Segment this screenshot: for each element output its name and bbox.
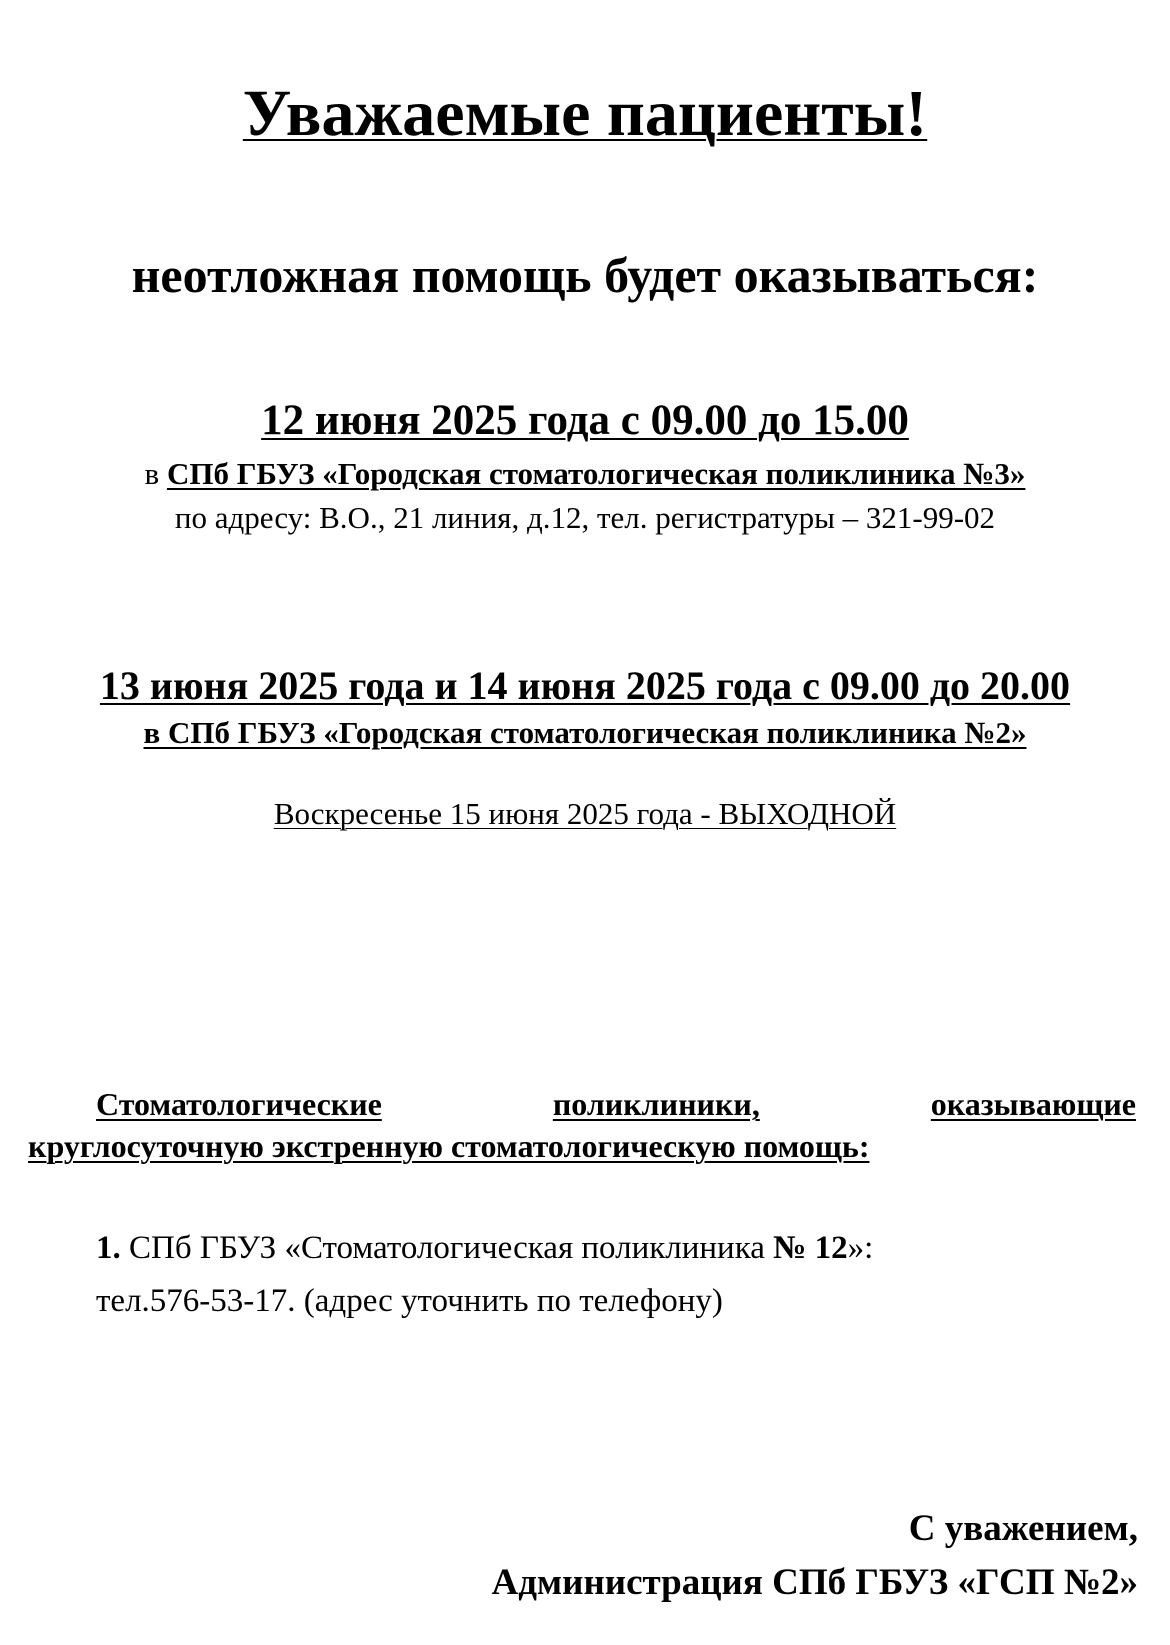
- emergency-heading-word-3: оказывающие: [930, 1086, 1136, 1122]
- schedule-date-2-text: 13 июня 2025 года и 14 июня 2025 года с 09.00 до 20.00: [99, 663, 1071, 708]
- schedule-clinic-2-name: в СПб ГБУЗ «Городская стоматологическая поликлиника №2»: [143, 715, 1027, 750]
- schedule-clinic-1: [0, 457, 1170, 491]
- day-off-text: Воскресенье 15 июня 2025 года - ВЫХОДНОЙ: [273, 796, 897, 831]
- schedule-address-1: по адресу: В.О., 21 линия, д.12, тел. регистратуры – 321-99-02: [174, 500, 996, 535]
- emergency-heading-word-1: Стоматологические: [96, 1086, 382, 1122]
- signature-greeting: С уважением,: [908, 1508, 1138, 1549]
- day-off-notice: [0, 797, 1170, 831]
- list-item-name-after: »:: [847, 1230, 874, 1266]
- list-item-phone: тел.576-53-17. (адрес уточнить по телефону): [96, 1282, 723, 1319]
- list-item-name-before: СПб ГБУЗ «Стоматологическая поликлиника: [120, 1230, 774, 1266]
- emergency-heading-word-2: поликлиники,: [552, 1086, 760, 1122]
- notice-title-text: Уважаемые пациенты!: [242, 77, 928, 150]
- schedule-date-2: [0, 664, 1170, 708]
- emergency-clinic-list: [96, 1222, 1096, 1328]
- list-item-clinic-number: № 12: [773, 1230, 848, 1266]
- schedule-date-1-text: 12 июня 2025 года с 09.00 до 15.00: [261, 397, 909, 444]
- schedule-clinic-2: [0, 716, 1170, 750]
- signature-administration: Администрация СПб ГБУЗ «ГСП №2»: [491, 1561, 1138, 1603]
- schedule-clinic-1-name: СПб ГБУЗ «Городская стоматологическая поликлиника №3»: [166, 456, 1026, 491]
- notice-subtitle: неотложная помощь будет оказываться:: [131, 247, 1039, 303]
- list-item: [96, 1222, 1096, 1275]
- emergency-heading-line-2: круглосуточную экстренную стоматологическую помощь:: [28, 1127, 870, 1164]
- emergency-clinics-heading: [28, 1084, 1136, 1167]
- emergency-heading-line-1: [28, 1084, 1136, 1126]
- list-item-number: 1.: [96, 1230, 121, 1266]
- signature: [491, 1502, 1138, 1609]
- schedule-clinic-1-prefix: в: [144, 456, 167, 491]
- schedule-date-1: [0, 397, 1170, 444]
- notice-title: [0, 78, 1170, 151]
